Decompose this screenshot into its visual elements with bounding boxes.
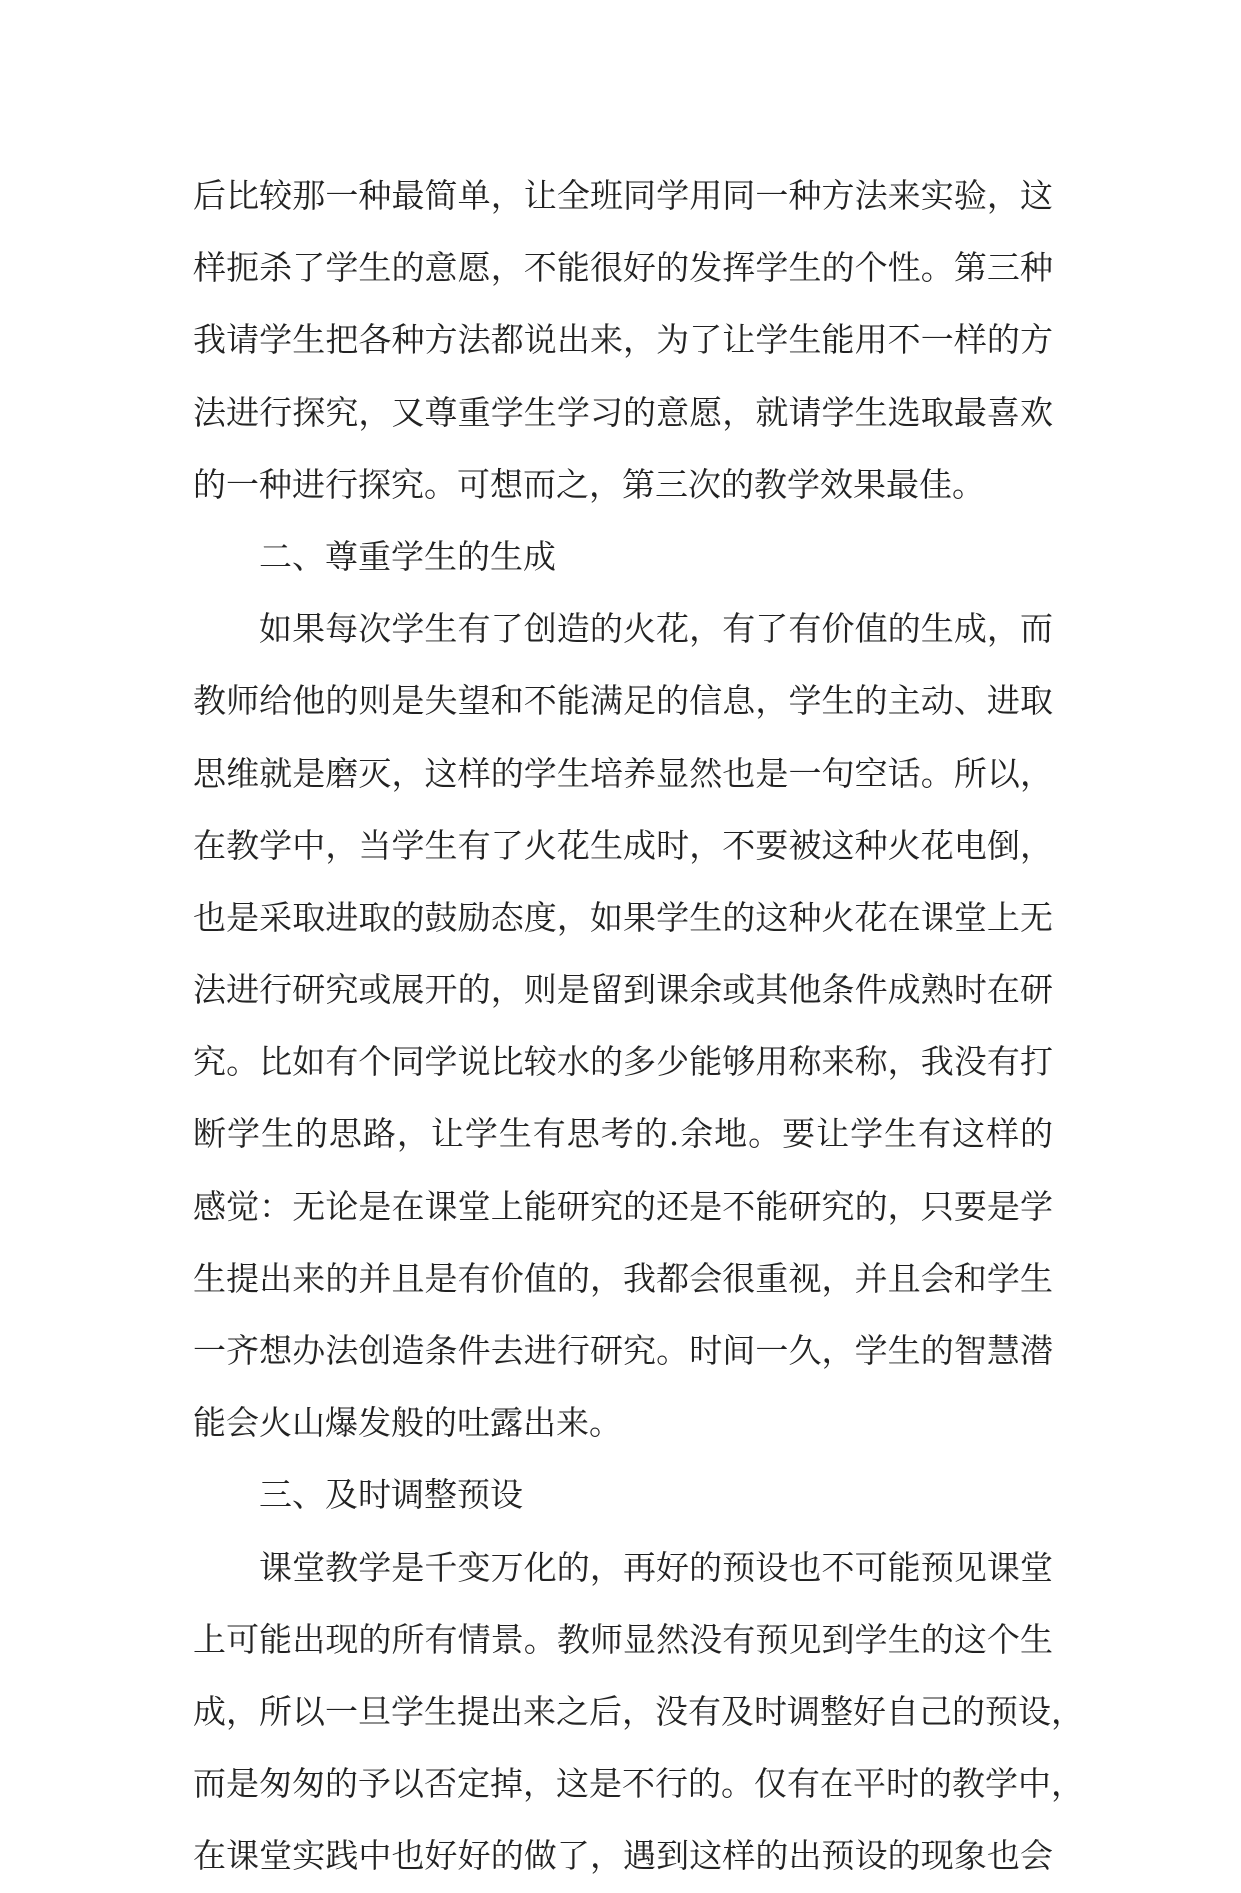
body-line: 生提出来的并且是有价值的，我都会很重视，并且会和学生 — [193, 1258, 1053, 1298]
body-line: 思维就是磨灭，这样的学生培养显然也是一句空话。所以， — [193, 753, 1053, 793]
paragraph-first-line: 如果每次学生有了创造的火花，有了有价值的生成，而 — [259, 609, 1053, 649]
body-line: 样扼杀了学生的意愿，不能很好的发挥学生的个性。第三种 — [193, 248, 1053, 288]
body-line: 也是采取进取的鼓励态度，如果学生的这种火花在课堂上无 — [193, 897, 1053, 937]
body-line: 法进行研究或展开的，则是留到课余或其他条件成熟时在研 — [193, 970, 1053, 1010]
body-line: 的一种进行探究。可想而之，第三次的教学效果最佳。 — [193, 464, 985, 504]
document-body — [193, 160, 1084, 1893]
body-line: 一齐想办法创造条件去进行研究。时间一久，学生的智慧潜 — [193, 1331, 1053, 1370]
body-line: 成，所以一旦学生提出来之后，没有及时调整好自己的预设， — [193, 1691, 1084, 1731]
body-line: 后比较那一种最简单，让全班同学用同一种方法来实验，这 — [193, 176, 1053, 215]
body-line: 而是匆匆的予以否定掉，这是不行的。仅有在平时的教学中， — [193, 1764, 1084, 1804]
body-line: 能会火山爆发般的吐露出来。 — [193, 1403, 622, 1443]
body-line: 在课堂实践中也好好的做了，遇到这样的出预设的现象也会 — [193, 1836, 1053, 1876]
body-line: 断学生的思路，让学生有思考的.余地。要让学生有这样的 — [193, 1114, 1053, 1154]
body-line: 法进行探究，又尊重学生学习的意愿，就请学生选取最喜欢 — [193, 392, 1053, 432]
body-line: 究。比如有个同学说比较水的多少能够用称来称，我没有打 — [193, 1042, 1053, 1082]
body-line: 在教学中，当学生有了火花生成时，不要被这种火花电倒， — [193, 825, 1053, 865]
body-line: 上可能出现的所有情景。教师显然没有预见到学生的这个生 — [193, 1619, 1053, 1659]
section-heading: 二、尊重学生的生成 — [259, 536, 556, 576]
body-line: 教师给他的则是失望和不能满足的信息，学生的主动、进取 — [193, 681, 1053, 721]
body-line: 感觉：无论是在课堂上能研究的还是不能研究的，只要是学 — [193, 1186, 1053, 1226]
paragraph-first-line: 课堂教学是千变万化的，再好的预设也不可能预见课堂 — [259, 1547, 1053, 1587]
body-line: 我请学生把各种方法都说出来，为了让学生能用不一样的方 — [193, 320, 1053, 360]
section-heading: 三、及时调整预设 — [259, 1475, 523, 1515]
